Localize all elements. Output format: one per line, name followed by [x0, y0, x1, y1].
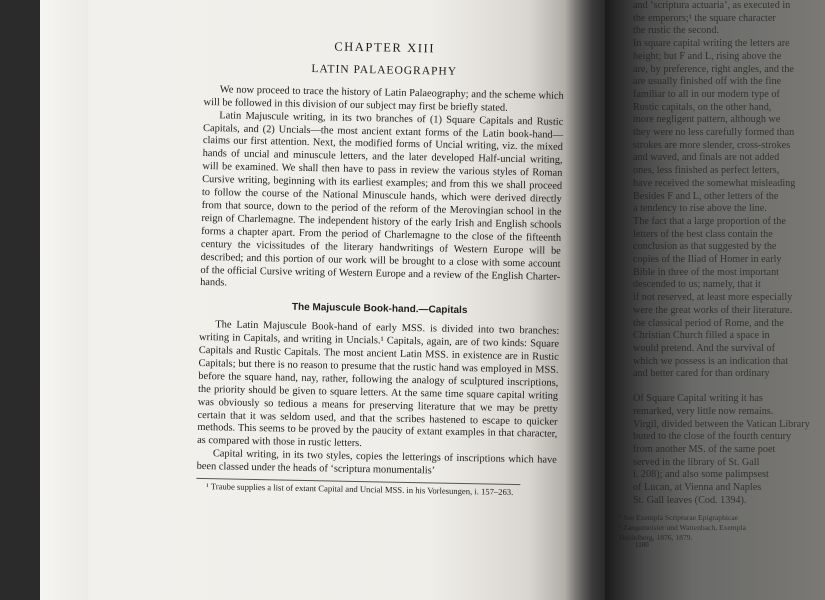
text-line: height; but F and L, rising above the: [633, 50, 782, 62]
text-line: if not reserved, at least more especially: [633, 292, 793, 304]
text-line: of Lucan, at Vienna and Naples: [633, 482, 762, 494]
chapter-title: LATIN PALAEOGRAPHY: [311, 62, 458, 78]
paragraph: We now proceed to trace the history of Latin Palaeography; and the scheme which will be followed in this division of our subject may first be briefly stated.: [203, 84, 564, 114]
text-line: from another MS. of the same poet: [633, 443, 776, 455]
text-line: and waved, and finals are not added: [633, 152, 780, 164]
paragraph: Latin Majuscule writing, in its two branches of (1) Square Capitals and Rustic Capitals, and (2) Uncials—the most ancient extant forms of the Latin book-hand—claims our first attention. Next, the modified forms of Uncial writing, viz. the mixed hands of uncial and minuscule letters, and the later developed Half-uncial writing, will be examined. We shall then have to pass in review the various styles of Roman Cursive writing, beginning with its earliest examples; and from this we shall proceed to follow the course of the National Minuscule hands, which were derived directly from that source, down to the period of the reform of the Merovingian school in the reign of Charlemagne. The independent history of the early Irish and English schools forms a chapter apart. From the period of Charlemagne to the close of the fifteenth century the vicissitudes of the literary handwritings of Western Europe will be described; and this portion of our work will be brought to a close with some account of the official Cursive writing of Western Europe and a review of the English Charter-hands.: [200, 109, 564, 289]
text-line: a tendency to rise above the line.: [633, 203, 767, 215]
paragraph-gap: [619, 381, 825, 393]
text-line: St. Gall leaves (Cod. 1394).: [633, 494, 747, 506]
text-line: Virgil, divided between the Vatican Library: [633, 418, 810, 430]
text-line: would pretend. And the survival of: [633, 342, 776, 354]
text-line: and ‘scriptura actuaria’, as executed in: [633, 0, 791, 11]
text-line: Rustic capitals, on the other hand,: [633, 101, 772, 113]
text-line: they were no less carefully formed than: [633, 127, 795, 139]
text-line: are usually finished off with the fine: [633, 76, 782, 88]
text-line: In square capital writing the letters are: [633, 38, 790, 50]
section-title: The Majuscule Book-hand.—Capitals: [291, 302, 468, 317]
text-line: are, by preference, right angles, and the: [633, 63, 794, 75]
text-line: conclusion as that suggested by the: [633, 241, 777, 253]
text-line: ones, less finished as perfect letters,: [633, 165, 780, 177]
text-line: Of Square Capital writing it has: [633, 393, 763, 405]
footnote: ¹ See Exempla Scripturae Epigraphicae: [619, 513, 739, 523]
text-line: which we possess is an indication that: [633, 355, 789, 367]
text-line: served in the library of St. Gall: [633, 456, 760, 468]
right-page: [605, 0, 825, 600]
text-line: the emperors;¹ the square character: [633, 12, 776, 24]
text-line: Christian Church filled a space in: [633, 330, 770, 342]
paragraph: The Latin Majuscule Book-hand of early MSS. is divided into two branches: writing in Capitals, and writing in Uncials.¹ Capitals, again, are of two kinds: Square Capitals and Rustic Capitals. The most ancient Latin MSS. in existence are in Rustic Capitals; but there is no reason to presume that the rustic hand was employed in MSS. before the square hand, nay, rather, following the analogy of sculptured inscriptions, the priority should be given to square letters. At the same time square capital writing was obviously so tedious a means for preserving literature that we may be pretty certain that it was seldom used, and that the scribes hastened to escape to quicker methods. This seems to be proved by the paucity of extant examples in that character, as compared with those in rustic letters.: [197, 319, 560, 450]
text-line: have received the somewhat misleading: [633, 177, 796, 189]
text-line: Bible in three of the most important: [633, 266, 779, 278]
text-line: copies of the Iliad of Homer in early: [633, 254, 782, 266]
text-line: remarked, very little now remains.: [633, 405, 774, 417]
text-line: and better cared for than ordinary: [633, 368, 770, 380]
text-line: descended to us; namely, that it: [633, 279, 761, 291]
paragraph: Capital writing, in its two styles, copies the letterings of inscriptions which have been classed under the heads of ‘scriptura monumentalis’: [196, 448, 557, 477]
footnote: ² Zangemeister und Wattenbach, Exempla: [619, 523, 746, 533]
text-line: Besides F and L, other letters of the: [633, 190, 779, 202]
text-line: familiar to all in our modern type of: [633, 88, 780, 100]
text-line: The fact that a large proportion of the: [633, 215, 786, 227]
text-line: letters of the best class contain the: [633, 228, 773, 240]
text-line: i. 208); and also some palimpsest: [633, 469, 769, 481]
text-line: strokes are more slender, cross-strokes: [633, 139, 791, 151]
chapter-heading: CHAPTER XIII: [334, 39, 436, 56]
footnote: Heidelberg, 1876, 1879.: [619, 532, 693, 542]
text-line: buted to the close of the fourth century: [633, 431, 792, 443]
text-line: more negligent pattern, although we: [633, 114, 781, 126]
text-line: the classical period of Rome, and the: [633, 317, 784, 329]
page-marker: 1180: [635, 541, 649, 549]
left-page-margin: [40, 0, 88, 600]
left-page-text: [196, 30, 565, 498]
right-page-text: [619, 0, 825, 542]
text-line: the rustic the second.: [633, 25, 720, 37]
footnote: ¹ Traube supplies a list of extant Capital and Uncial MSS. in his Vorlesungen, i. 157–263.: [196, 478, 520, 497]
text-line: were the great works of their literature.: [633, 304, 793, 316]
